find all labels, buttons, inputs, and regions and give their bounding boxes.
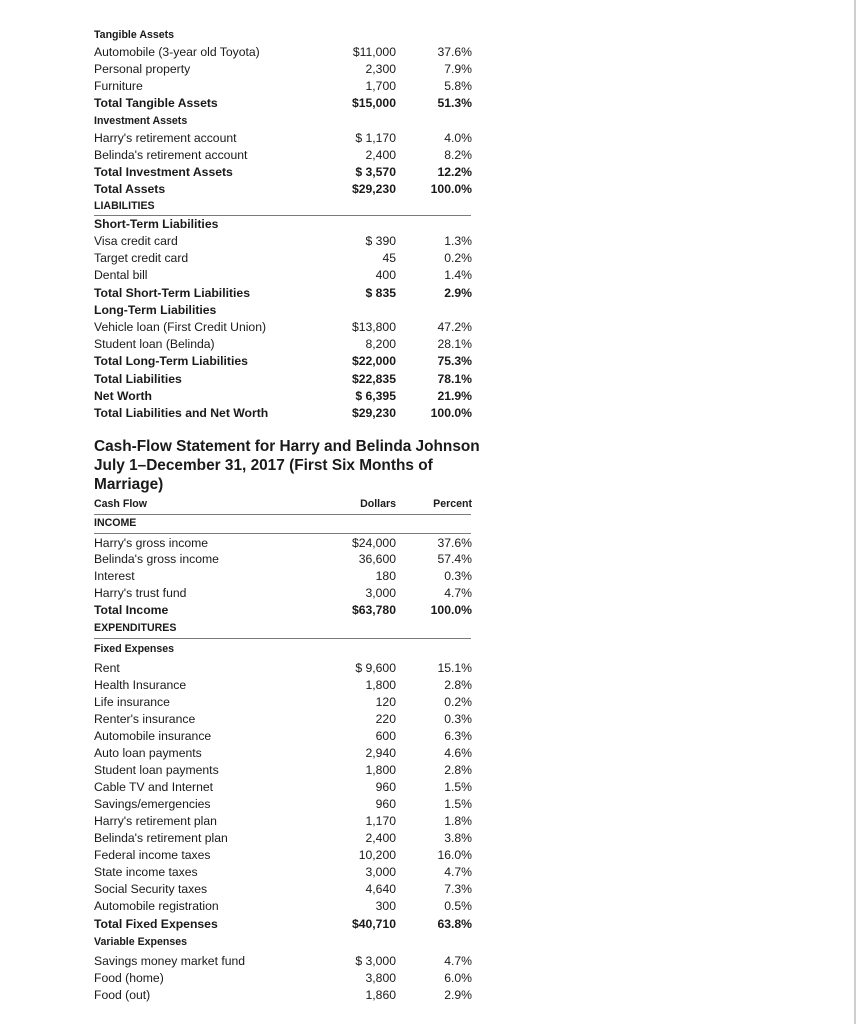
total-liabilities-dollars: $22,835 [351, 372, 396, 386]
row-percent: 16.0% [437, 848, 472, 862]
row-percent: 6.3% [444, 729, 472, 743]
row-percent: 37.6% [437, 45, 472, 59]
total-label: Total Long-Term Liabilities [94, 354, 248, 368]
row-label: Vehicle loan (First Credit Union) [94, 320, 267, 334]
total-liabilities-label: Total Liabilities [94, 372, 182, 386]
section-header-tangible-assets: Tangible Assets [94, 29, 175, 41]
row-dollars: 180 [375, 569, 396, 583]
row-dollars: 220 [375, 712, 396, 726]
section-divider [94, 533, 471, 534]
row-label: Student loan payments [94, 763, 219, 777]
net-worth-percent: 21.9% [437, 389, 472, 403]
section-header-expenditures: EXPENDITURES [94, 622, 177, 634]
row-label: Social Security taxes [94, 882, 208, 896]
row-label: Belinda's retirement plan [94, 831, 228, 845]
row-dollars: 1,800 [365, 763, 396, 777]
section-divider [94, 638, 471, 639]
row-percent: 7.9% [444, 62, 472, 76]
row-percent: 4.0% [444, 131, 472, 145]
total-label: Total Fixed Expenses [94, 917, 218, 931]
section-header-variable-expenses: Variable Expenses [94, 936, 188, 948]
row-percent: 1.5% [444, 797, 472, 811]
row-label: Automobile insurance [94, 729, 212, 743]
section-header-income: INCOME [94, 517, 137, 529]
row-label: Belinda's gross income [94, 552, 219, 566]
row-percent: 4.7% [444, 586, 472, 600]
net-worth-dollars: $ 6,395 [355, 389, 396, 403]
total-percent: 75.3% [437, 354, 472, 368]
row-dollars: 3,000 [365, 865, 396, 879]
row-label: Furniture [94, 79, 143, 93]
row-dollars: 36,600 [358, 552, 396, 566]
row-label: Automobile (3-year old Toyota) [94, 45, 260, 59]
total-assets-percent: 100.0% [430, 182, 472, 196]
net-worth-label: Net Worth [94, 389, 152, 403]
row-percent: 2.9% [444, 988, 472, 1002]
row-dollars: 300 [375, 899, 396, 913]
total-dollars: $63,780 [351, 603, 396, 617]
section-header-fixed-expenses: Fixed Expenses [94, 643, 175, 655]
total-percent: 100.0% [430, 603, 472, 617]
row-dollars: 2,940 [365, 746, 396, 760]
row-dollars: $ 1,170 [355, 131, 396, 145]
row-label: Life insurance [94, 695, 170, 709]
section-header-long-term: Long-Term Liabilities [94, 303, 217, 317]
row-label: Auto loan payments [94, 746, 202, 760]
section-header-investment-assets: Investment Assets [94, 115, 188, 127]
row-percent: 0.3% [444, 712, 472, 726]
total-dollars: $ 835 [365, 286, 396, 300]
row-percent: 37.6% [437, 536, 472, 550]
row-percent: 1.8% [444, 814, 472, 828]
row-dollars: $24,000 [351, 536, 396, 550]
row-dollars: 120 [375, 695, 396, 709]
row-label: Harry's retirement account [94, 131, 237, 145]
row-dollars: 2,300 [365, 62, 396, 76]
row-percent: 4.7% [444, 865, 472, 879]
row-label: Savings money market fund [94, 954, 246, 968]
row-label: Personal property [94, 62, 191, 76]
row-label: Harry's retirement plan [94, 814, 217, 828]
row-label: Health Insurance [94, 678, 187, 692]
total-dollars: $15,000 [351, 96, 396, 110]
grand-total-label: Total Liabilities and Net Worth [94, 406, 269, 420]
row-percent: 8.2% [444, 148, 472, 162]
total-dollars: $22,000 [351, 354, 396, 368]
total-dollars: $40,710 [351, 917, 396, 931]
total-liabilities-percent: 78.1% [437, 372, 472, 386]
row-percent: 6.0% [444, 971, 472, 985]
row-label: Harry's trust fund [94, 586, 187, 600]
row-dollars: 960 [375, 797, 396, 811]
row-label: Renter's insurance [94, 712, 196, 726]
row-percent: 5.8% [444, 79, 472, 93]
row-dollars: 4,640 [365, 882, 396, 896]
row-dollars: 400 [375, 268, 396, 282]
cashflow-title: Cash-Flow Statement for Harry and Belinda Johnson July 1–December 31, 2017 (First Six Months of Marriage) [94, 438, 480, 493]
total-assets-dollars: $29,230 [351, 182, 396, 196]
row-percent: 28.1% [437, 337, 472, 351]
row-percent: 2.8% [444, 678, 472, 692]
row-label: Dental bill [94, 268, 148, 282]
row-dollars: $ 3,000 [355, 954, 396, 968]
row-label: Interest [94, 569, 135, 583]
row-percent: 0.5% [444, 899, 472, 913]
row-label: Rent [94, 661, 120, 675]
grand-total-dollars: $29,230 [351, 406, 396, 420]
row-label: Savings/emergencies [94, 797, 211, 811]
row-dollars: 3,800 [365, 971, 396, 985]
row-percent: 0.2% [444, 695, 472, 709]
total-label: Total Income [94, 603, 169, 617]
row-dollars: 2,400 [365, 148, 396, 162]
row-percent: 47.2% [437, 320, 472, 334]
row-dollars: 10,200 [358, 848, 396, 862]
row-dollars: 3,000 [365, 586, 396, 600]
row-percent: 3.8% [444, 831, 472, 845]
row-label: Food (home) [94, 971, 164, 985]
row-percent: 0.3% [444, 569, 472, 583]
row-dollars: $13,800 [351, 320, 396, 334]
row-label: Food (out) [94, 988, 151, 1002]
row-percent: 7.3% [444, 882, 472, 896]
grand-total-percent: 100.0% [430, 406, 472, 420]
row-label: Federal income taxes [94, 848, 211, 862]
row-percent: 4.7% [444, 954, 472, 968]
row-label: Harry's gross income [94, 536, 209, 550]
total-dollars: $ 3,570 [355, 165, 396, 179]
row-dollars: $11,000 [352, 45, 396, 59]
section-header-short-term: Short-Term Liabilities [94, 217, 219, 231]
row-percent: 1.5% [444, 780, 472, 794]
column-header-cash-flow: Cash Flow [94, 498, 147, 510]
total-percent: 12.2% [437, 165, 472, 179]
total-percent: 51.3% [437, 96, 472, 110]
row-label: Target credit card [94, 251, 189, 265]
total-label: Total Short-Term Liabilities [94, 286, 250, 300]
total-assets-label: Total Assets [94, 182, 166, 196]
row-dollars: 8,200 [365, 337, 396, 351]
row-percent: 1.4% [444, 268, 472, 282]
row-percent: 57.4% [437, 552, 472, 566]
header-divider [94, 514, 471, 515]
row-label: State income taxes [94, 865, 198, 879]
row-label: Cable TV and Internet [94, 780, 214, 794]
row-percent: 15.1% [437, 661, 472, 675]
row-dollars: 1,170 [365, 814, 396, 828]
row-percent: 0.2% [444, 251, 472, 265]
row-label: Belinda's retirement account [94, 148, 248, 162]
row-percent: 2.8% [444, 763, 472, 777]
row-dollars: 2,400 [365, 831, 396, 845]
column-header-dollars: Dollars [360, 498, 396, 510]
row-dollars: $ 9,600 [355, 661, 396, 675]
row-dollars: 600 [375, 729, 396, 743]
row-dollars: 1,700 [365, 79, 396, 93]
row-percent: 4.6% [444, 746, 472, 760]
row-dollars: 1,860 [365, 988, 396, 1002]
row-label: Student loan (Belinda) [94, 337, 215, 351]
total-percent: 63.8% [437, 917, 472, 931]
column-header-percent: Percent [433, 498, 472, 510]
row-dollars: 45 [382, 251, 396, 265]
row-percent: 1.3% [444, 234, 472, 248]
row-dollars: 1,800 [365, 678, 396, 692]
row-label: Visa credit card [94, 234, 178, 248]
total-label: Total Investment Assets [94, 165, 233, 179]
row-dollars: 960 [375, 780, 396, 794]
row-dollars: $ 390 [365, 234, 396, 248]
row-label: Automobile registration [94, 899, 219, 913]
total-label: Total Tangible Assets [94, 96, 218, 110]
total-percent: 2.9% [444, 286, 472, 300]
section-header-liabilities: LIABILITIES [94, 200, 155, 212]
